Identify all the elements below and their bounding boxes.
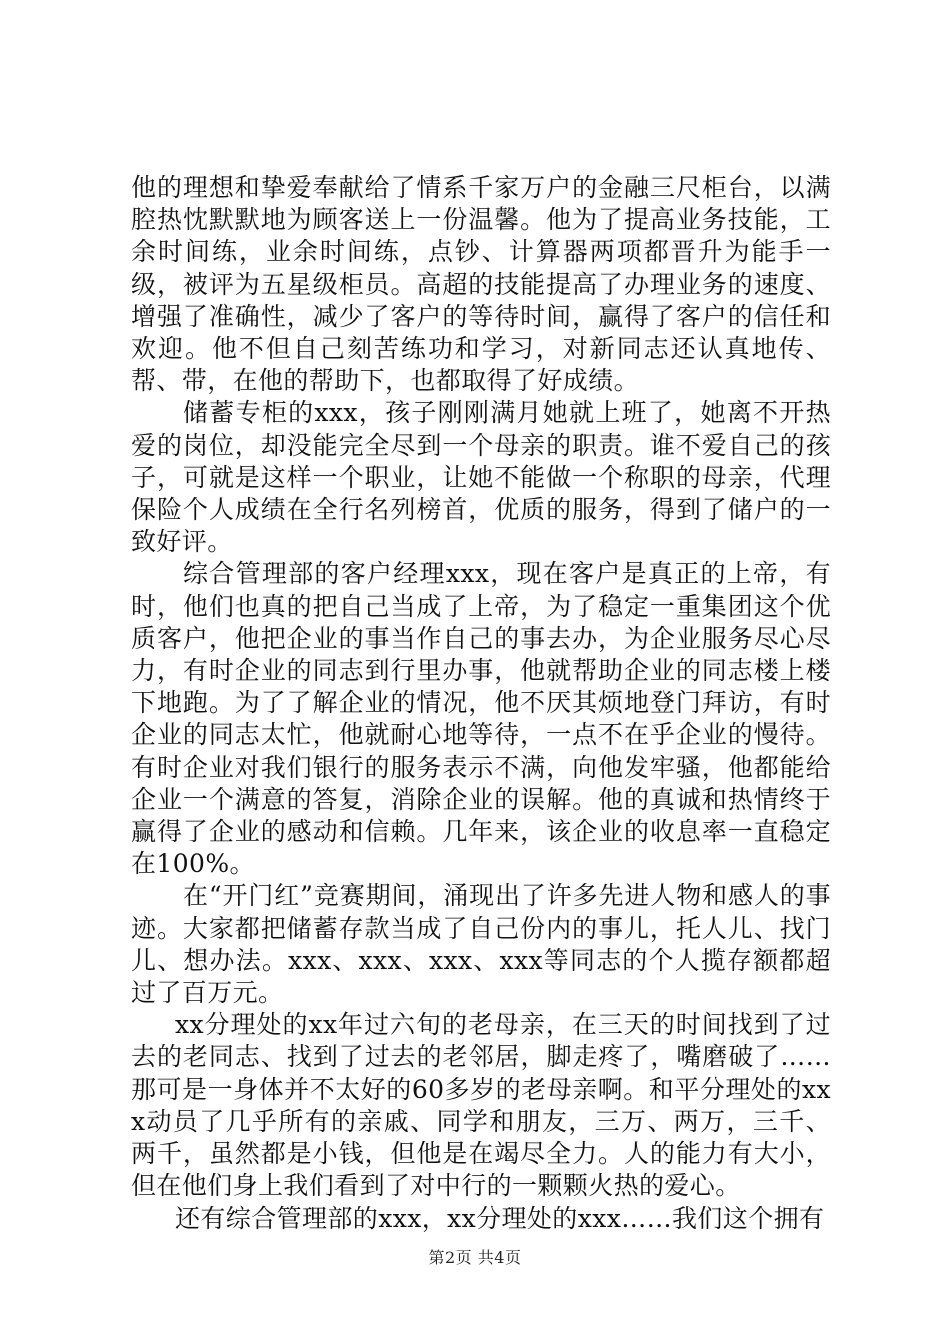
paragraph-3: 综合管理部的客户经理xxx，现在客户是真正的上帝，有时，他们也真的把自己当成了上帝，为了稳定一重集团这个优质客户，他把企业的事当作自己的事去办，为企业服务尽心尽力，有时企业的同志到行里办事，他就帮助企业的同志楼上楼下地跑。为了了解企业的情况，他不厌其烦地登门拜访，有时企业的同志太忙，他就耐心地等待，一点不在乎企业的慢待。有时企业对我们银行的服务表示不满，向他发牢骚，他都能给企业一个满意的答复，消除企业的误解。他的真诚和热情终于赢得了企业的感动和信赖。几年来，该企业的收息率一直稳定在100%。 <box>131 559 831 879</box>
paragraph-4: 在“开门红”竞赛期间，涌现出了许多先进人物和感人的事迹。大家都把储蓄存款当成了自己份内的事儿，托人儿、找门儿、想办法。xxx、xxx、xxx、xxx等同志的个人揽存额都超过了百万元。 <box>131 881 831 1008</box>
paragraph-6: 还有综合管理部的xxx，xx分理处的xxx……我们这个拥有 <box>175 1203 825 1233</box>
document-body <box>131 172 831 1235</box>
paragraph-5: xx分理处的xx年过六旬的老母亲，在三天的时间找到了过去的老同志、找到了过去的老邻居，脚走疼了，嘴磨破了……那可是一身体并不太好的60多岁的老母亲啊。和平分理处的xxx动员了几乎所有的亲戚、同学和朋友，三万、两万，三千、两千，虽然都是小钱，但他是在竭尽全力。人的能力有大小，但在他们身上我们看到了对中行的一颗颗火热的爱心。 <box>131 1010 831 1201</box>
paragraph-2: 储蓄专柜的xxx，孩子刚刚满月她就上班了，她离不开热爱的岗位，却没能完全尽到一个母亲的职责。谁不爱自己的孩子，可就是这样一个职业，让她不能做一个称职的母亲，代理保险个人成绩在全行名列榜首，优质的服务，得到了储户的一致好评。 <box>131 398 831 557</box>
page-number-footer: 第2页 共4页 <box>428 1248 522 1267</box>
paragraph-1: 他的理想和挚爱奉献给了情系千家万户的金融三尺柜台，以满腔热忱默默地为顾客送上一份温馨。他为了提高业务技能，工余时间练，业余时间练，点钞、计算器两项都晋升为能手一级，被评为五星级柜员。高超的技能提高了办理业务的速度、增强了准确性，减少了客户的等待时间，赢得了客户的信任和欢迎。他不但自己刻苦练功和学习，对新同志还认真地传、帮、带，在他的帮助下，也都取得了好成绩。 <box>131 173 831 396</box>
